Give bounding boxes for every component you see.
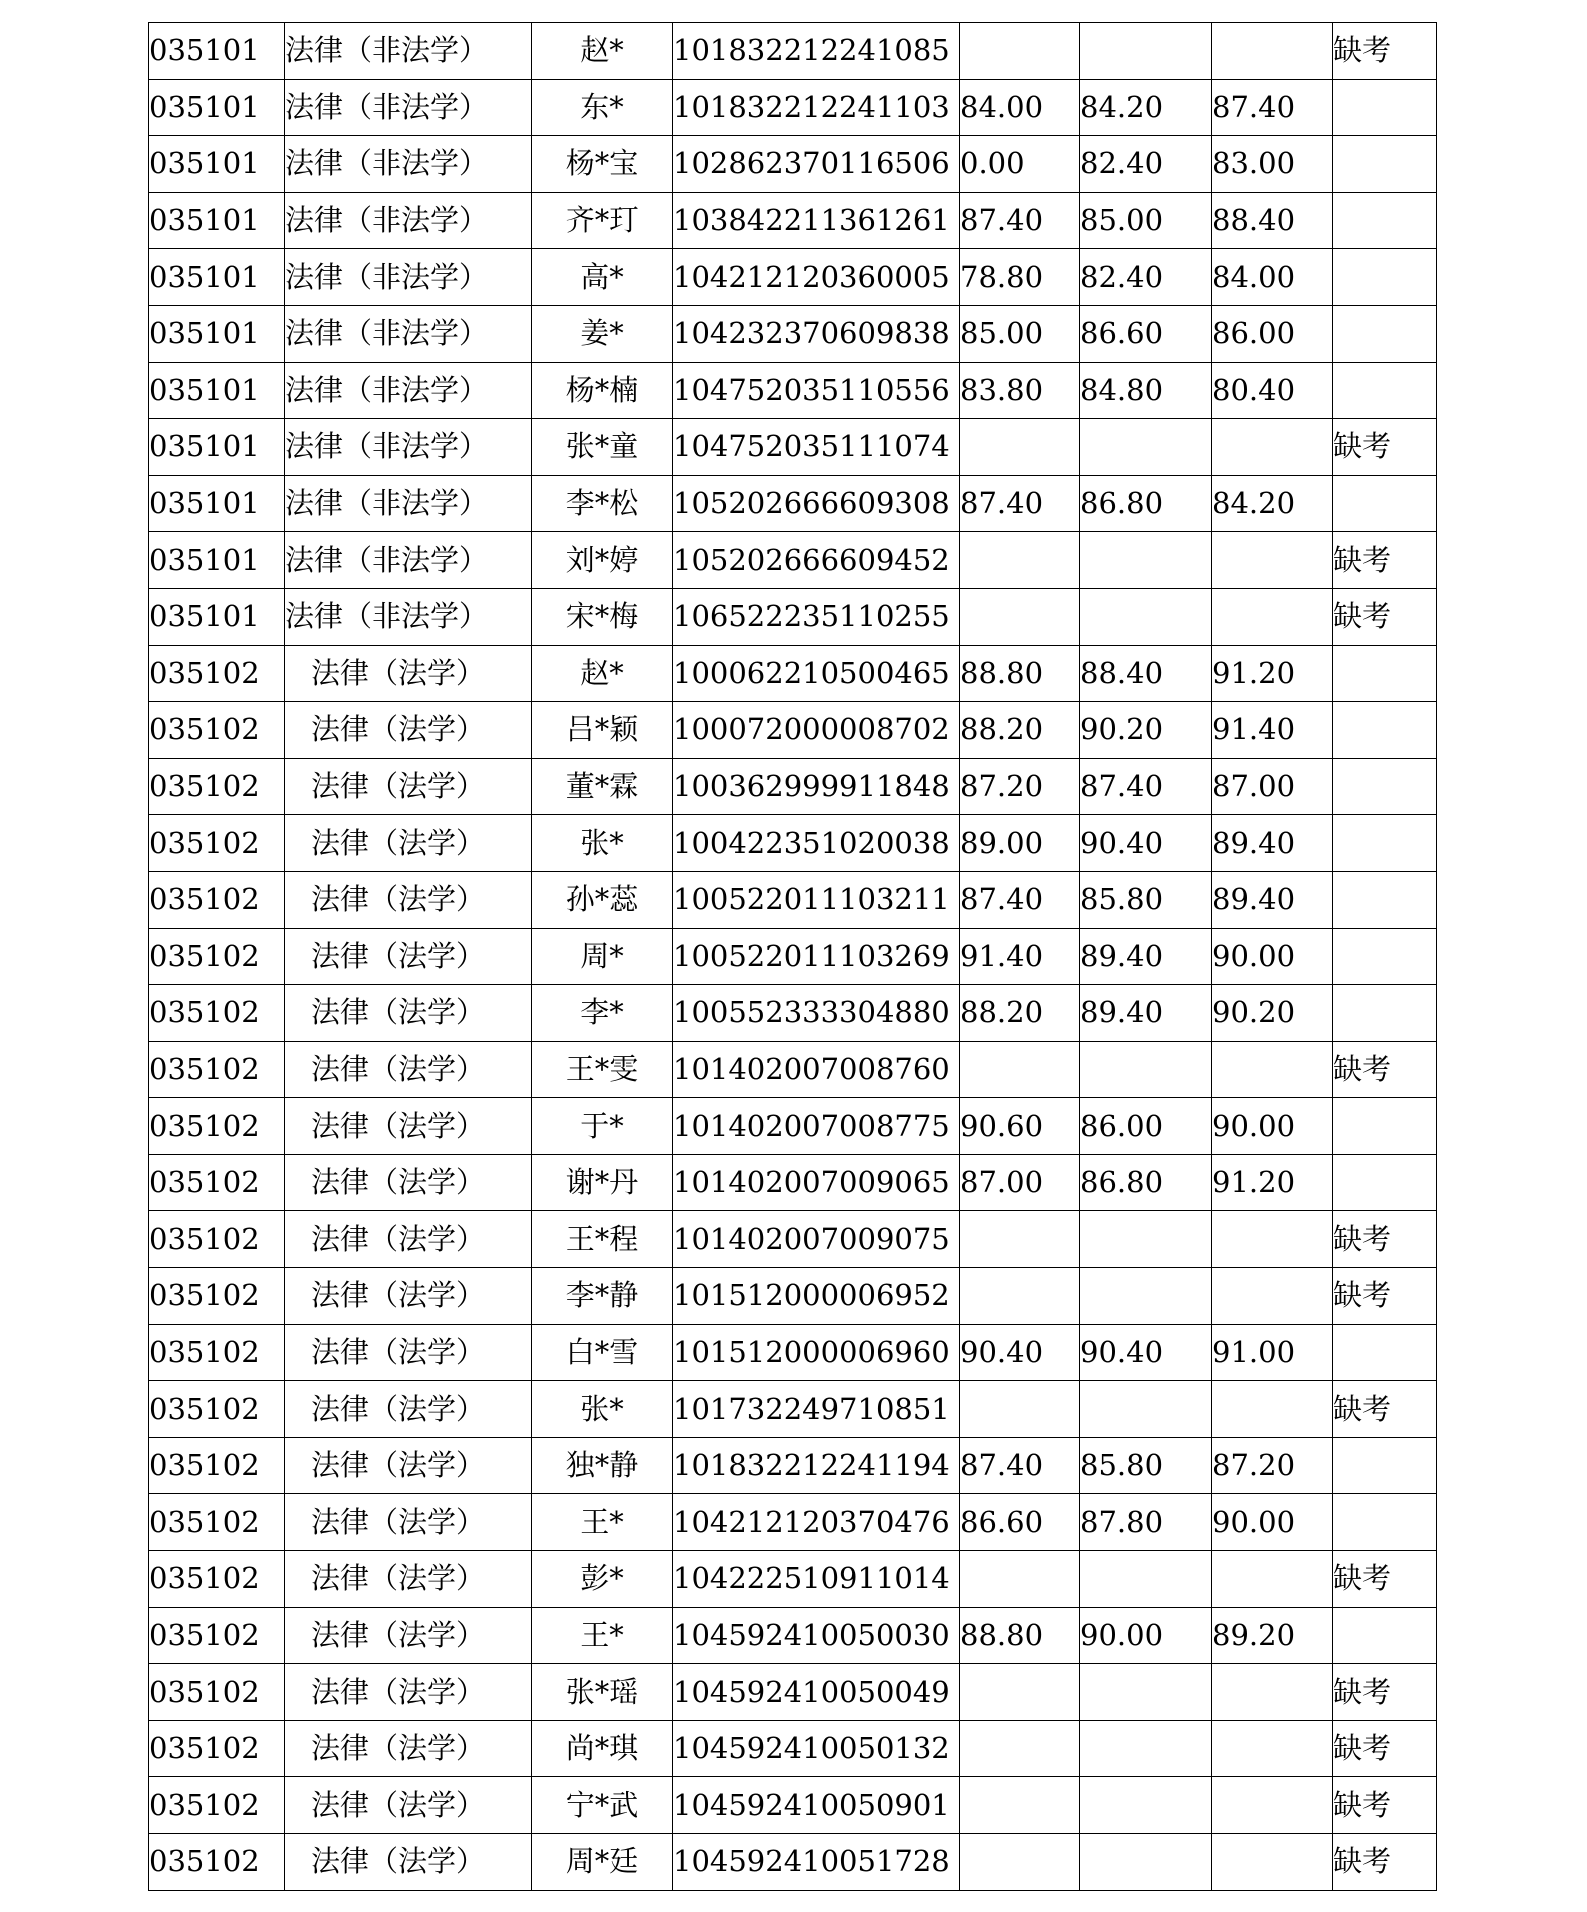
major-name-cell: 法律（非法学） [285, 23, 532, 80]
exam-number-cell: 104592410051728 [673, 1834, 960, 1891]
score-2-cell: 85.80 [1080, 871, 1212, 928]
table-row [149, 1437, 1437, 1494]
table-row [149, 1381, 1437, 1438]
score-3-cell: 91.20 [1212, 1154, 1333, 1211]
candidate-name-cell: 白*雪 [532, 1324, 673, 1381]
score-2-cell [1080, 1381, 1212, 1438]
candidate-name-cell: 周*廷 [532, 1834, 673, 1891]
table-row [149, 1154, 1437, 1211]
remark-cell: 缺考 [1333, 1041, 1437, 1098]
major-name-cell: 法律（非法学） [285, 532, 532, 589]
major-code-cell: 035101 [149, 475, 285, 532]
major-code-cell: 035102 [149, 702, 285, 759]
major-name-cell: 法律（法学） [285, 815, 532, 872]
exam-number-cell: 104232370609838 [673, 305, 960, 362]
remark-cell [1333, 1154, 1437, 1211]
table-row [149, 362, 1437, 419]
remark-cell: 缺考 [1333, 532, 1437, 589]
score-1-cell [960, 1664, 1080, 1721]
score-1-cell: 88.80 [960, 645, 1080, 702]
major-name-cell: 法律（法学） [285, 1041, 532, 1098]
score-2-cell: 90.20 [1080, 702, 1212, 759]
table-row [149, 871, 1437, 928]
major-name-cell: 法律（法学） [285, 1098, 532, 1155]
exam-number-cell: 100522011103211 [673, 871, 960, 928]
score-1-cell: 87.40 [960, 192, 1080, 249]
major-code-cell: 035102 [149, 1664, 285, 1721]
table-row [149, 79, 1437, 136]
major-name-cell: 法律（法学） [285, 758, 532, 815]
score-2-cell: 87.80 [1080, 1494, 1212, 1551]
score-3-cell: 84.00 [1212, 249, 1333, 306]
score-3-cell [1212, 1834, 1333, 1891]
table-row [149, 1777, 1437, 1834]
table-row [149, 1834, 1437, 1891]
score-1-cell [960, 1268, 1080, 1325]
score-3-cell [1212, 1211, 1333, 1268]
remark-cell: 缺考 [1333, 1381, 1437, 1438]
table-row [149, 588, 1437, 645]
score-2-cell: 87.40 [1080, 758, 1212, 815]
candidate-name-cell: 宋*梅 [532, 588, 673, 645]
score-2-cell [1080, 1720, 1212, 1777]
remark-cell: 缺考 [1333, 1834, 1437, 1891]
remark-cell [1333, 475, 1437, 532]
major-code-cell: 035102 [149, 1324, 285, 1381]
table-row [149, 136, 1437, 193]
major-code-cell: 035101 [149, 588, 285, 645]
table-row [149, 23, 1437, 80]
score-2-cell [1080, 1664, 1212, 1721]
score-2-cell: 88.40 [1080, 645, 1212, 702]
candidate-name-cell: 董*霖 [532, 758, 673, 815]
table-row [149, 985, 1437, 1042]
candidate-name-cell: 姜* [532, 305, 673, 362]
exam-number-cell: 104752035111074 [673, 419, 960, 476]
exam-number-cell: 104592410050132 [673, 1720, 960, 1777]
candidate-name-cell: 张*童 [532, 419, 673, 476]
candidate-name-cell: 王*程 [532, 1211, 673, 1268]
table-row [149, 1041, 1437, 1098]
table-row [149, 645, 1437, 702]
table-row [149, 1211, 1437, 1268]
score-1-cell: 0.00 [960, 136, 1080, 193]
remark-cell [1333, 702, 1437, 759]
score-1-cell [960, 1551, 1080, 1608]
candidate-name-cell: 赵* [532, 645, 673, 702]
remark-cell: 缺考 [1333, 1211, 1437, 1268]
score-3-cell: 90.00 [1212, 1098, 1333, 1155]
score-3-cell [1212, 588, 1333, 645]
score-2-cell [1080, 1777, 1212, 1834]
major-code-cell: 035102 [149, 758, 285, 815]
major-name-cell: 法律（法学） [285, 1211, 532, 1268]
score-1-cell: 83.80 [960, 362, 1080, 419]
score-3-cell: 89.40 [1212, 815, 1333, 872]
table-row [149, 249, 1437, 306]
major-name-cell: 法律（法学） [285, 871, 532, 928]
major-name-cell: 法律（法学） [285, 1381, 532, 1438]
table-row [149, 1494, 1437, 1551]
remark-cell [1333, 758, 1437, 815]
candidate-name-cell: 王*雯 [532, 1041, 673, 1098]
score-1-cell: 90.60 [960, 1098, 1080, 1155]
remark-cell: 缺考 [1333, 23, 1437, 80]
exam-number-cell: 100552333304880 [673, 985, 960, 1042]
table-row [149, 192, 1437, 249]
exam-number-cell: 100062210500465 [673, 645, 960, 702]
candidate-name-cell: 高* [532, 249, 673, 306]
score-3-cell: 90.20 [1212, 985, 1333, 1042]
exam-number-cell: 100422351020038 [673, 815, 960, 872]
score-2-cell: 84.80 [1080, 362, 1212, 419]
score-3-cell [1212, 1777, 1333, 1834]
score-3-cell: 80.40 [1212, 362, 1333, 419]
score-1-cell: 86.60 [960, 1494, 1080, 1551]
major-code-cell: 035101 [149, 305, 285, 362]
score-table-body [149, 23, 1437, 1891]
score-3-cell [1212, 1664, 1333, 1721]
remark-cell [1333, 136, 1437, 193]
remark-cell: 缺考 [1333, 419, 1437, 476]
score-1-cell: 87.20 [960, 758, 1080, 815]
remark-cell [1333, 362, 1437, 419]
score-1-cell [960, 1211, 1080, 1268]
major-code-cell: 035102 [149, 1041, 285, 1098]
major-name-cell: 法律（法学） [285, 1437, 532, 1494]
score-3-cell [1212, 23, 1333, 80]
major-code-cell: 035102 [149, 1834, 285, 1891]
major-code-cell: 035102 [149, 1268, 285, 1325]
major-name-cell: 法律（法学） [285, 1324, 532, 1381]
exam-number-cell: 100522011103269 [673, 928, 960, 985]
score-1-cell: 89.00 [960, 815, 1080, 872]
score-1-cell: 88.20 [960, 702, 1080, 759]
candidate-name-cell: 张*瑶 [532, 1664, 673, 1721]
remark-cell [1333, 985, 1437, 1042]
major-name-cell: 法律（非法学） [285, 192, 532, 249]
score-2-cell: 90.40 [1080, 815, 1212, 872]
score-1-cell [960, 1777, 1080, 1834]
remark-cell [1333, 1437, 1437, 1494]
candidate-name-cell: 孙*蕊 [532, 871, 673, 928]
major-name-cell: 法律（法学） [285, 1154, 532, 1211]
score-3-cell: 90.00 [1212, 928, 1333, 985]
major-code-cell: 035102 [149, 1720, 285, 1777]
major-name-cell: 法律（非法学） [285, 136, 532, 193]
score-3-cell: 86.00 [1212, 305, 1333, 362]
candidate-name-cell: 彭* [532, 1551, 673, 1608]
candidate-name-cell: 赵* [532, 23, 673, 80]
table-row [149, 815, 1437, 872]
major-name-cell: 法律（法学） [285, 1268, 532, 1325]
major-code-cell: 035102 [149, 1154, 285, 1211]
score-3-cell: 84.20 [1212, 475, 1333, 532]
score-2-cell: 90.40 [1080, 1324, 1212, 1381]
score-2-cell: 85.00 [1080, 192, 1212, 249]
major-code-cell: 035102 [149, 1437, 285, 1494]
score-2-cell [1080, 1268, 1212, 1325]
candidate-name-cell: 齐*玎 [532, 192, 673, 249]
major-name-cell: 法律（法学） [285, 645, 532, 702]
table-row [149, 1324, 1437, 1381]
major-name-cell: 法律（法学） [285, 1664, 532, 1721]
candidate-name-cell: 于* [532, 1098, 673, 1155]
major-name-cell: 法律（法学） [285, 1834, 532, 1891]
exam-number-cell: 104222510911014 [673, 1551, 960, 1608]
score-2-cell: 86.80 [1080, 475, 1212, 532]
major-name-cell: 法律（非法学） [285, 475, 532, 532]
score-1-cell [960, 1834, 1080, 1891]
candidate-name-cell: 东* [532, 79, 673, 136]
score-2-cell [1080, 1834, 1212, 1891]
score-1-cell [960, 1381, 1080, 1438]
remark-cell: 缺考 [1333, 1720, 1437, 1777]
score-1-cell: 90.40 [960, 1324, 1080, 1381]
remark-cell: 缺考 [1333, 1777, 1437, 1834]
remark-cell [1333, 192, 1437, 249]
exam-number-cell: 101512000006960 [673, 1324, 960, 1381]
table-row [149, 305, 1437, 362]
remark-cell: 缺考 [1333, 1664, 1437, 1721]
score-1-cell [960, 1041, 1080, 1098]
exam-number-cell: 102862370116506 [673, 136, 960, 193]
score-1-cell [960, 588, 1080, 645]
score-2-cell: 82.40 [1080, 249, 1212, 306]
remark-cell [1333, 1607, 1437, 1664]
exam-number-cell: 101732249710851 [673, 1381, 960, 1438]
score-2-cell [1080, 419, 1212, 476]
major-name-cell: 法律（非法学） [285, 362, 532, 419]
score-3-cell [1212, 1041, 1333, 1098]
score-2-cell [1080, 588, 1212, 645]
major-code-cell: 035102 [149, 645, 285, 702]
exam-number-cell: 106522235110255 [673, 588, 960, 645]
exam-number-cell: 104752035110556 [673, 362, 960, 419]
candidate-name-cell: 李*静 [532, 1268, 673, 1325]
table-row [149, 758, 1437, 815]
major-code-cell: 035102 [149, 928, 285, 985]
exam-number-cell: 104592410050030 [673, 1607, 960, 1664]
remark-cell [1333, 249, 1437, 306]
score-1-cell: 88.20 [960, 985, 1080, 1042]
major-name-cell: 法律（法学） [285, 702, 532, 759]
candidate-name-cell: 张* [532, 815, 673, 872]
score-3-cell [1212, 419, 1333, 476]
table-row [149, 1098, 1437, 1155]
score-3-cell: 89.20 [1212, 1607, 1333, 1664]
exam-number-cell: 100072000008702 [673, 702, 960, 759]
major-code-cell: 035102 [149, 1551, 285, 1608]
score-2-cell: 90.00 [1080, 1607, 1212, 1664]
major-name-cell: 法律（非法学） [285, 419, 532, 476]
major-name-cell: 法律（法学） [285, 985, 532, 1042]
score-2-cell [1080, 532, 1212, 589]
major-code-cell: 035101 [149, 362, 285, 419]
major-code-cell: 035101 [149, 249, 285, 306]
remark-cell [1333, 928, 1437, 985]
score-3-cell: 89.40 [1212, 871, 1333, 928]
table-row [149, 532, 1437, 589]
major-code-cell: 035102 [149, 871, 285, 928]
major-code-cell: 035102 [149, 1381, 285, 1438]
candidate-name-cell: 王* [532, 1494, 673, 1551]
major-name-cell: 法律（法学） [285, 1494, 532, 1551]
table-row [149, 1607, 1437, 1664]
major-name-cell: 法律（非法学） [285, 588, 532, 645]
score-1-cell [960, 23, 1080, 80]
score-2-cell: 89.40 [1080, 928, 1212, 985]
exam-number-cell: 104212120360005 [673, 249, 960, 306]
major-code-cell: 035102 [149, 815, 285, 872]
candidate-name-cell: 李* [532, 985, 673, 1042]
table-row [149, 928, 1437, 985]
score-1-cell: 84.00 [960, 79, 1080, 136]
major-name-cell: 法律（法学） [285, 1720, 532, 1777]
remark-cell [1333, 305, 1437, 362]
candidate-name-cell: 杨*楠 [532, 362, 673, 419]
exam-number-cell: 101512000006952 [673, 1268, 960, 1325]
score-3-cell: 91.20 [1212, 645, 1333, 702]
candidate-name-cell: 谢*丹 [532, 1154, 673, 1211]
major-code-cell: 035101 [149, 23, 285, 80]
score-3-cell: 87.40 [1212, 79, 1333, 136]
candidate-name-cell: 刘*婷 [532, 532, 673, 589]
score-3-cell [1212, 1720, 1333, 1777]
major-code-cell: 035101 [149, 419, 285, 476]
table-row [149, 1720, 1437, 1777]
score-1-cell: 87.40 [960, 1437, 1080, 1494]
table-row [149, 419, 1437, 476]
candidate-name-cell: 杨*宝 [532, 136, 673, 193]
candidate-name-cell: 李*松 [532, 475, 673, 532]
score-1-cell: 88.80 [960, 1607, 1080, 1664]
exam-number-cell: 101402007009065 [673, 1154, 960, 1211]
score-2-cell: 84.20 [1080, 79, 1212, 136]
exam-number-cell: 101402007008775 [673, 1098, 960, 1155]
major-code-cell: 035101 [149, 192, 285, 249]
score-1-cell [960, 532, 1080, 589]
major-code-cell: 035101 [149, 532, 285, 589]
score-3-cell: 90.00 [1212, 1494, 1333, 1551]
remark-cell [1333, 1494, 1437, 1551]
candidate-name-cell: 吕*颖 [532, 702, 673, 759]
score-2-cell [1080, 1041, 1212, 1098]
exam-number-cell: 101832212241085 [673, 23, 960, 80]
score-1-cell: 91.40 [960, 928, 1080, 985]
score-3-cell: 87.20 [1212, 1437, 1333, 1494]
major-name-cell: 法律（法学） [285, 928, 532, 985]
exam-number-cell: 103842211361261 [673, 192, 960, 249]
score-1-cell: 87.40 [960, 475, 1080, 532]
score-3-cell: 91.00 [1212, 1324, 1333, 1381]
score-3-cell [1212, 1268, 1333, 1325]
score-1-cell: 85.00 [960, 305, 1080, 362]
score-3-cell [1212, 1381, 1333, 1438]
remark-cell: 缺考 [1333, 1268, 1437, 1325]
remark-cell [1333, 645, 1437, 702]
score-3-cell [1212, 532, 1333, 589]
score-3-cell: 87.00 [1212, 758, 1333, 815]
score-3-cell: 83.00 [1212, 136, 1333, 193]
major-code-cell: 035102 [149, 985, 285, 1042]
score-2-cell: 85.80 [1080, 1437, 1212, 1494]
exam-number-cell: 104592410050049 [673, 1664, 960, 1721]
major-code-cell: 035101 [149, 136, 285, 193]
remark-cell: 缺考 [1333, 588, 1437, 645]
exam-number-cell: 104212120370476 [673, 1494, 960, 1551]
score-2-cell [1080, 1211, 1212, 1268]
major-name-cell: 法律（非法学） [285, 249, 532, 306]
score-2-cell: 86.80 [1080, 1154, 1212, 1211]
score-3-cell [1212, 1551, 1333, 1608]
score-1-cell [960, 419, 1080, 476]
major-name-cell: 法律（非法学） [285, 305, 532, 362]
remark-cell [1333, 871, 1437, 928]
exam-number-cell: 105202666609452 [673, 532, 960, 589]
remark-cell [1333, 815, 1437, 872]
score-1-cell [960, 1720, 1080, 1777]
table-row [149, 702, 1437, 759]
table-row [149, 475, 1437, 532]
candidate-name-cell: 周* [532, 928, 673, 985]
table-row [149, 1268, 1437, 1325]
exam-number-cell: 101402007009075 [673, 1211, 960, 1268]
exam-number-cell: 101832212241194 [673, 1437, 960, 1494]
major-name-cell: 法律（非法学） [285, 79, 532, 136]
remark-cell [1333, 1324, 1437, 1381]
score-3-cell: 91.40 [1212, 702, 1333, 759]
remark-cell [1333, 79, 1437, 136]
major-code-cell: 035102 [149, 1494, 285, 1551]
exam-number-cell: 104592410050901 [673, 1777, 960, 1834]
exam-number-cell: 101832212241103 [673, 79, 960, 136]
candidate-name-cell: 张* [532, 1381, 673, 1438]
major-code-cell: 035102 [149, 1211, 285, 1268]
score-2-cell: 86.00 [1080, 1098, 1212, 1155]
score-1-cell: 78.80 [960, 249, 1080, 306]
exam-number-cell: 101402007008760 [673, 1041, 960, 1098]
score-2-cell: 86.60 [1080, 305, 1212, 362]
score-3-cell: 88.40 [1212, 192, 1333, 249]
candidate-name-cell: 宁*武 [532, 1777, 673, 1834]
major-name-cell: 法律（法学） [285, 1777, 532, 1834]
remark-cell [1333, 1098, 1437, 1155]
score-2-cell [1080, 23, 1212, 80]
major-name-cell: 法律（法学） [285, 1607, 532, 1664]
major-code-cell: 035101 [149, 79, 285, 136]
table-row [149, 1664, 1437, 1721]
major-code-cell: 035102 [149, 1607, 285, 1664]
major-code-cell: 035102 [149, 1777, 285, 1834]
score-1-cell: 87.00 [960, 1154, 1080, 1211]
candidate-name-cell: 王* [532, 1607, 673, 1664]
candidate-name-cell: 尚*琪 [532, 1720, 673, 1777]
table-row [149, 1551, 1437, 1608]
exam-number-cell: 105202666609308 [673, 475, 960, 532]
major-code-cell: 035102 [149, 1098, 285, 1155]
exam-number-cell: 100362999911848 [673, 758, 960, 815]
remark-cell: 缺考 [1333, 1551, 1437, 1608]
score-2-cell: 89.40 [1080, 985, 1212, 1042]
score-table [148, 22, 1437, 1891]
score-1-cell: 87.40 [960, 871, 1080, 928]
score-2-cell [1080, 1551, 1212, 1608]
candidate-name-cell: 独*静 [532, 1437, 673, 1494]
score-2-cell: 82.40 [1080, 136, 1212, 193]
major-name-cell: 法律（法学） [285, 1551, 532, 1608]
